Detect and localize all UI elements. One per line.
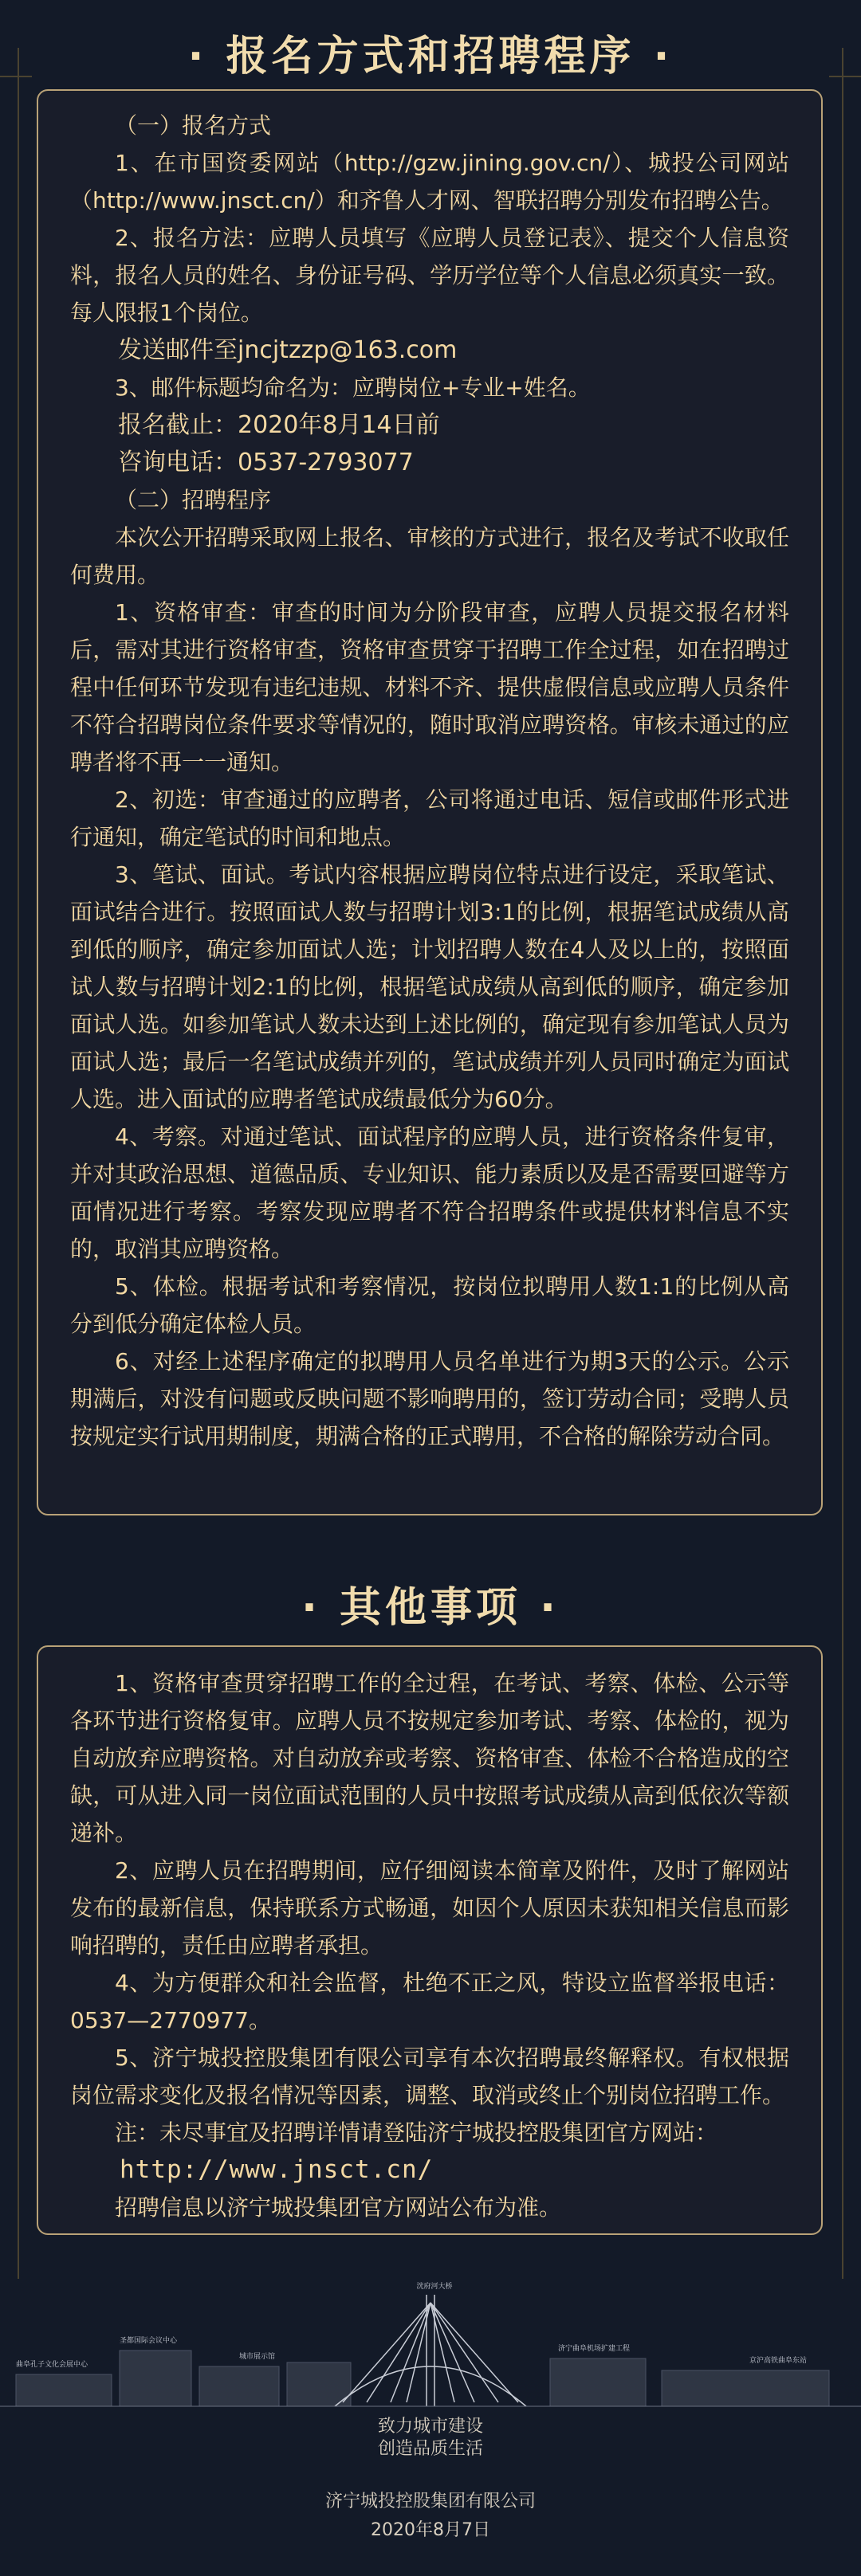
signup-p1: 1、在市国资委网站（http://gzw.jining.gov.cn/）、城投公司网站（http://www.jnsct.cn/）和齐鲁人才网、智联招聘分别发布招聘公告。: [70, 150, 789, 214]
bridge-icon: [335, 2295, 526, 2406]
process-heading: （二）招聘程序: [115, 487, 272, 513]
section-title-other: · 其他事项 ·: [301, 1584, 560, 1632]
other-note: 注：未尽事宜及招聘详情请登陆济宁城投控股集团官方网站：: [115, 2119, 718, 2146]
footer: [0, 2279, 861, 2576]
landmark-label-exhibition: 城市展示馆: [239, 2353, 276, 2361]
publish-date: 2020年8月7日: [371, 2520, 490, 2540]
signup-p2: 2、报名方法：应聘人员填写《应聘人员登记表》、提交个人信息资料，报名人员的姓名、身份证号码、学历学位等个人信息必须真实一致。每人限报1个岗位。: [70, 225, 789, 326]
deco-line-left: [18, 48, 19, 2279]
building-1: [16, 2374, 112, 2406]
building-2: [120, 2351, 191, 2406]
process-p5: 5、体检。根据考试和考察情况，按岗位拟聘用人数1:1的比例从高分到低分确定体检人员。: [70, 1273, 789, 1337]
signup-email: 发送邮件至jncjtzzp@163.com: [118, 336, 458, 364]
signup-heading: （一）报名方式: [115, 112, 272, 139]
slogan-line1: 致力城市建设: [377, 2417, 483, 2437]
other-p5: 5、济宁城投控股集团有限公司享有本次招聘最终解释权。有权根据岗位需求变化及报名情况等因素，调整、取消或终止个别岗位招聘工作。: [70, 2045, 789, 2108]
signup-phone: 咨询电话：0537-2793077: [118, 449, 414, 476]
building-6: [662, 2370, 829, 2406]
other-p2: 2、应聘人员在招聘期间，应仔细阅读本简章及附件，及时了解网站发布的最新信息，保持联系方式畅通，如因个人原因未获知相关信息而影响招聘的，责任由应聘者承担。: [70, 1857, 789, 1958]
other-closing: 招聘信息以济宁城投集团官方网站公布为准。: [115, 2194, 562, 2221]
other-p1: 1、资格审查贯穿招聘工作的全过程，在考试、考察、体检、公示等各环节进行资格复审。应聘人员不按规定参加考试、考察、体检的，视为自动放弃应聘资格。对自动放弃或考察、资格审查、体检不合格造成的空缺，可从进入同一岗位面试范围的人员中按照考试成绩从高到低依次等额递补。: [70, 1670, 789, 1846]
building-3: [199, 2366, 279, 2406]
process-p2: 2、初选：审查通过的应聘者，公司将通过电话、短信或邮件形式进行通知，确定笔试的时间和地点。: [70, 786, 789, 850]
landmark-label-bridge: 洸府河大桥: [416, 2283, 453, 2291]
process-p3: 3、笔试、面试。考试内容根据应聘岗位特点进行设定，采取笔试、面试结合进行。按照面试人数与招聘计划3:1的比例，根据笔试成绩从高到低的顺序，确定参加面试人选；计划招聘人数在4人及以上的，按照面试人数与招聘计划2:1的比例，根据笔试成绩从高到低的顺序，确定参加面试人选。如参加笔试人数未达到上述比例的，确定现有参加笔试人员为面试人选；最后一名笔试成绩并列的，笔试成绩并列人员同时确定为面试人选。进入面试的应聘者笔试成绩最低分为60分。: [70, 861, 789, 1112]
slogan-line2: 创造品质生活: [377, 2439, 483, 2459]
other-panel: [37, 1645, 823, 2235]
city-skyline: [0, 2279, 861, 2414]
official-site-link[interactable]: http://www.jnsct.cn/: [120, 2155, 434, 2184]
building-4: [287, 2362, 351, 2406]
process-p1: 1、资格审查：审查的时间为分阶段审查，应聘人员提交报名材料后，需对其进行资格审查，资格审查贯穿于招聘工作全过程，如在招聘过程中任何环节发现有违纪违规、材料不齐、提供虚假信息或应聘人员条件不符合招聘岗位条件要求等情况的，随时取消应聘资格。审核未通过的应聘者将不再一一通知。: [70, 599, 789, 775]
landmark-label-confucius: 曲阜孔子文化会展中心: [16, 2361, 88, 2369]
section-title-signup: · 报名方式和招聘程序 ·: [187, 33, 674, 80]
signup-p3: 3、邮件标题均命名为：应聘岗位+专业+姓名。: [115, 374, 591, 401]
signup-panel: [37, 89, 823, 1515]
signup-deadline: 报名截止：2020年8月14日前: [118, 411, 440, 439]
building-5: [550, 2358, 646, 2406]
process-intro: 本次公开招聘采取网上报名、审核的方式进行，报名及考试不收取任何费用。: [70, 524, 789, 588]
landmark-label-convention: 圣都国际会议中心: [120, 2337, 178, 2345]
process-p4: 4、考察。对通过笔试、面试程序的应聘人员，进行资格条件复审，并对其政治思想、道德品质、专业知识、能力素质以及是否需要回避等方面情况进行考察。考察发现应聘者不符合招聘条件或提供材料信息不实的，取消其应聘资格。: [70, 1123, 789, 1262]
process-p6: 6、对经上述程序确定的拟聘用人员名单进行为期3天的公示。公示期满后，对没有问题或反映问题不影响聘用的，签订劳动合同；受聘人员按规定实行试用期制度，期满合格的正式聘用，不合格的解除劳动合同。: [70, 1348, 789, 1449]
company-name: 济宁城投控股集团有限公司: [324, 2492, 536, 2511]
landmark-label-station: 京沪高铁曲阜东站: [749, 2357, 808, 2365]
deco-line-right: [842, 48, 843, 2279]
other-p4: 4、为方便群众和社会监督，杜绝不正之风，特设立监督举报电话：0537—2770977。: [70, 1970, 789, 2033]
landmark-label-airport: 济宁曲阜机场扩建工程: [558, 2345, 631, 2353]
